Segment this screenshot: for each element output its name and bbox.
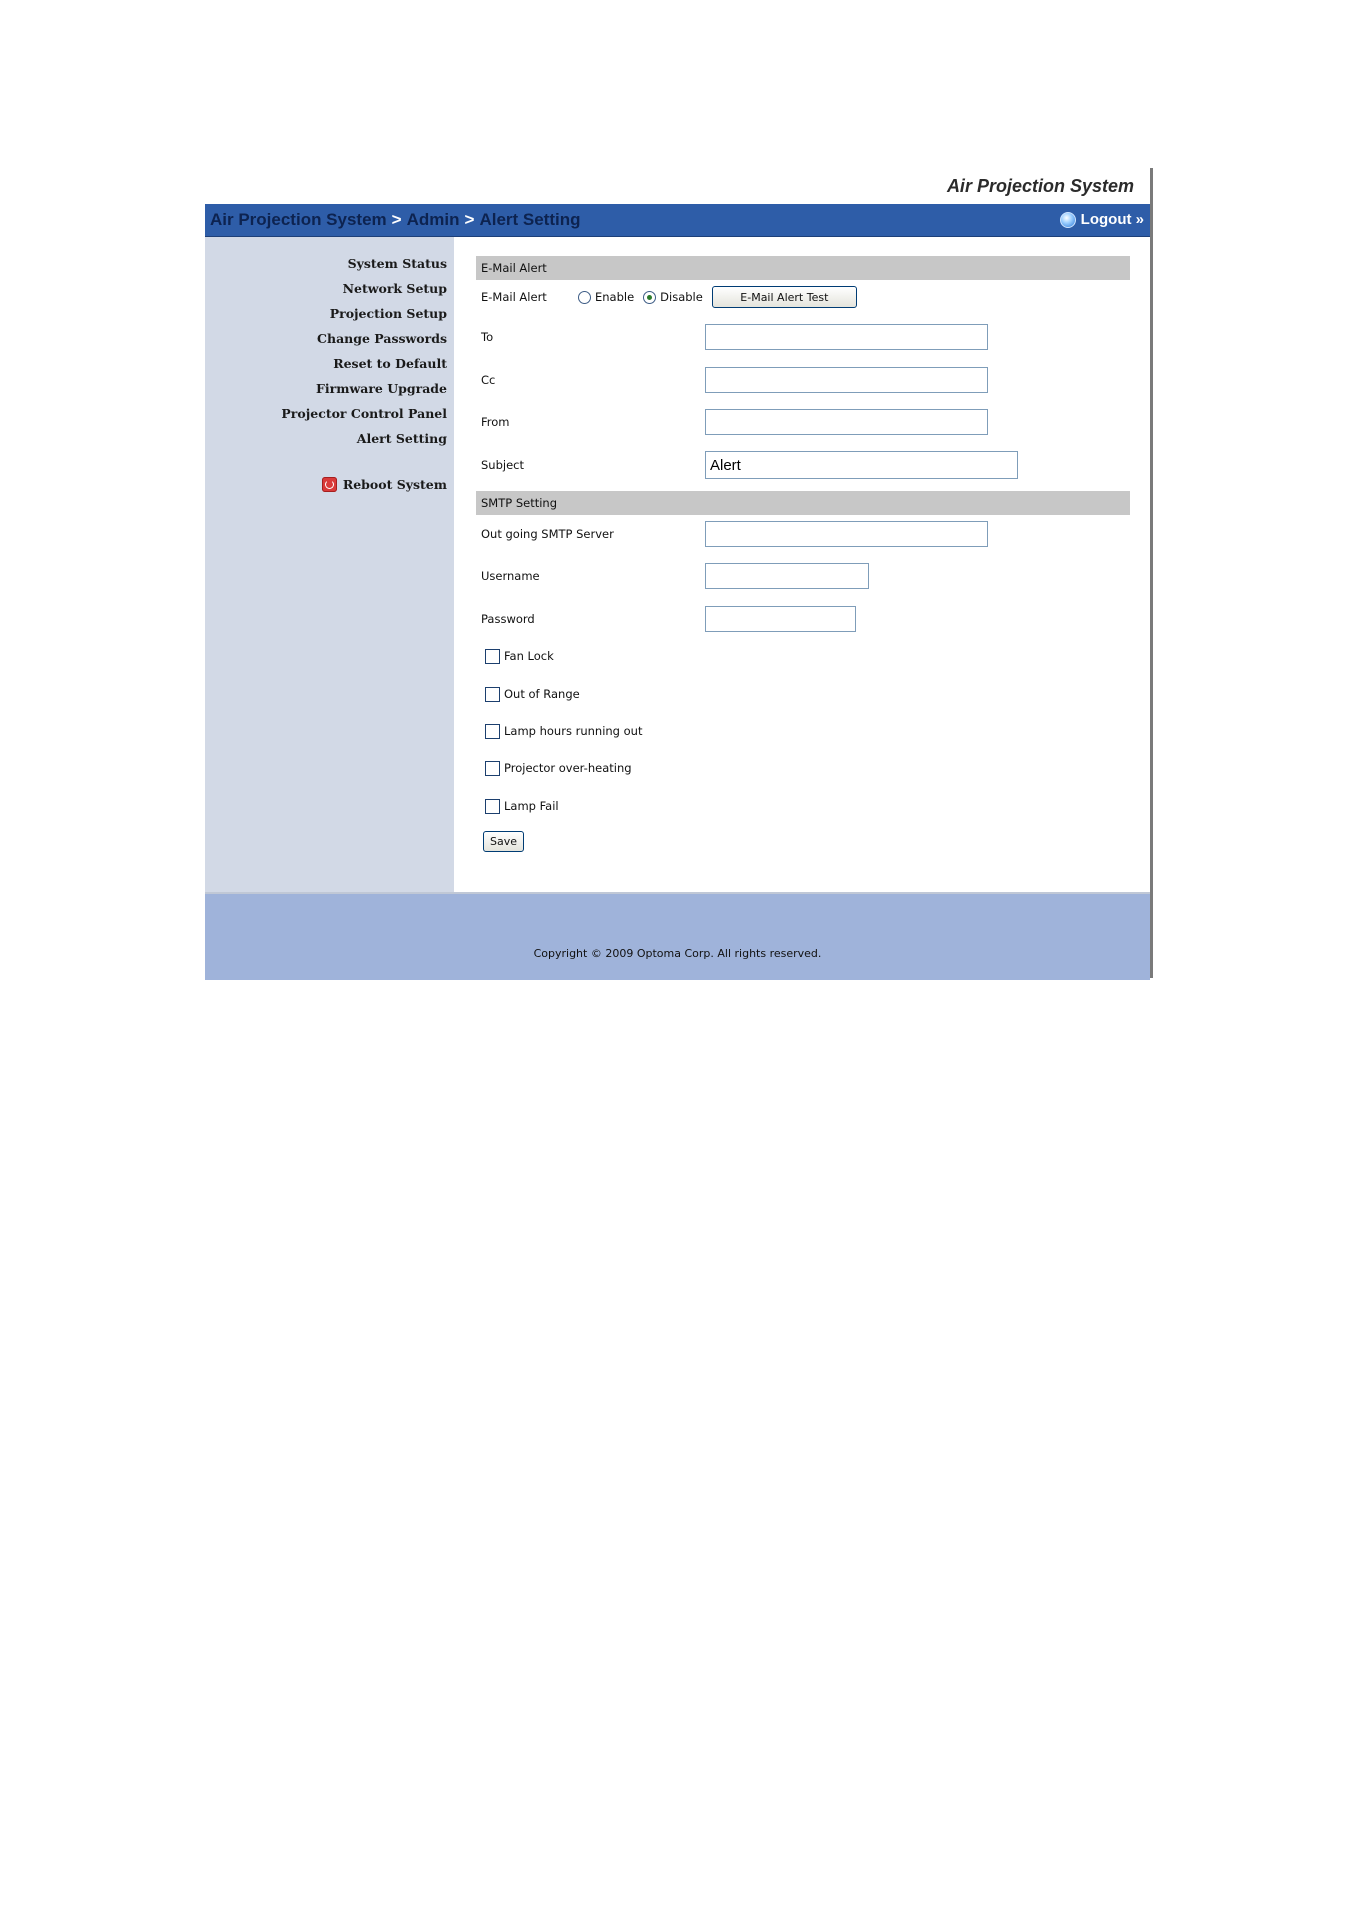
lamp-hours-checkbox[interactable] xyxy=(485,724,500,739)
fan-lock-label: Fan Lock xyxy=(504,649,554,663)
smtp-server-label: Out going SMTP Server xyxy=(481,527,614,541)
alert-option-fan-lock[interactable] xyxy=(485,647,554,665)
password-label: Password xyxy=(481,612,535,626)
cc-label: Cc xyxy=(481,373,496,387)
lamp-hours-label: Lamp hours running out xyxy=(504,724,643,738)
fan-lock-checkbox[interactable] xyxy=(485,649,500,664)
footer xyxy=(205,892,1150,980)
from-field[interactable] xyxy=(705,409,988,435)
alert-option-lamp-hours[interactable] xyxy=(485,722,642,740)
breadcrumb-current: Alert Setting xyxy=(479,210,581,229)
out-of-range-label: Out of Range xyxy=(504,687,580,701)
disable-radio-label[interactable]: Disable xyxy=(660,290,703,304)
to-field[interactable] xyxy=(705,324,988,350)
logout-button[interactable] xyxy=(1060,204,1144,236)
header-bar xyxy=(205,204,1150,237)
email-alert-test-button[interactable]: E-Mail Alert Test xyxy=(712,286,857,308)
reboot-system-link[interactable] xyxy=(322,477,447,492)
smtp-section-title: SMTP Setting xyxy=(476,491,1130,515)
save-button[interactable]: Save xyxy=(483,831,524,852)
breadcrumb-separator: > xyxy=(391,210,402,229)
right-border xyxy=(1150,168,1153,978)
sidebar-item-system-status[interactable]: System Status xyxy=(347,256,447,271)
sidebar-item-reset-to-default[interactable]: Reset to Default xyxy=(333,356,447,371)
over-heating-checkbox[interactable] xyxy=(485,761,500,776)
copyright-text: Copyright © 2009 Optoma Corp. All rights reserved. xyxy=(533,947,822,960)
breadcrumb-home[interactable]: Air Projection System xyxy=(210,210,387,229)
logout-label: Logout » xyxy=(1080,211,1144,228)
sidebar-item-firmware-upgrade[interactable]: Firmware Upgrade xyxy=(316,381,447,396)
power-icon xyxy=(322,477,337,492)
reboot-label: Reboot System xyxy=(342,477,447,492)
over-heating-label: Projector over-heating xyxy=(504,761,632,775)
breadcrumb xyxy=(210,204,581,236)
from-label: From xyxy=(481,415,510,429)
lamp-fail-label: Lamp Fail xyxy=(504,799,559,813)
sidebar-item-projection-setup[interactable]: Projection Setup xyxy=(329,306,447,321)
alert-option-over-heating[interactable] xyxy=(485,759,632,777)
username-field[interactable] xyxy=(705,563,869,589)
sidebar xyxy=(205,237,454,892)
breadcrumb-separator: > xyxy=(464,210,475,229)
alert-option-lamp-fail[interactable] xyxy=(485,797,559,815)
cc-field[interactable] xyxy=(705,367,988,393)
smtp-server-field[interactable] xyxy=(705,521,988,547)
logout-icon xyxy=(1060,212,1076,228)
brand-title: Air Projection System xyxy=(946,176,1134,196)
breadcrumb-admin[interactable]: Admin xyxy=(406,210,460,229)
sidebar-item-alert-setting[interactable]: Alert Setting xyxy=(356,431,447,446)
main-content xyxy=(454,237,1150,892)
email-alert-radio-group xyxy=(578,287,857,307)
email-alert-label: E-Mail Alert xyxy=(481,290,547,304)
password-field[interactable] xyxy=(705,606,856,632)
lamp-fail-checkbox[interactable] xyxy=(485,799,500,814)
page xyxy=(205,168,1152,978)
subject-label: Subject xyxy=(481,458,524,472)
to-label: To xyxy=(481,330,494,344)
email-alert-section-title: E-Mail Alert xyxy=(476,256,1130,280)
sidebar-item-projector-control-panel[interactable]: Projector Control Panel xyxy=(281,406,447,421)
out-of-range-checkbox[interactable] xyxy=(485,687,500,702)
sidebar-item-network-setup[interactable]: Network Setup xyxy=(342,281,447,296)
sidebar-item-change-passwords[interactable]: Change Passwords xyxy=(317,331,447,346)
subject-field[interactable] xyxy=(705,451,1018,479)
disable-radio[interactable] xyxy=(643,291,656,304)
enable-radio-label[interactable]: Enable xyxy=(595,290,635,304)
alert-option-out-of-range[interactable] xyxy=(485,685,580,703)
username-label: Username xyxy=(481,569,540,583)
enable-radio[interactable] xyxy=(578,291,591,304)
